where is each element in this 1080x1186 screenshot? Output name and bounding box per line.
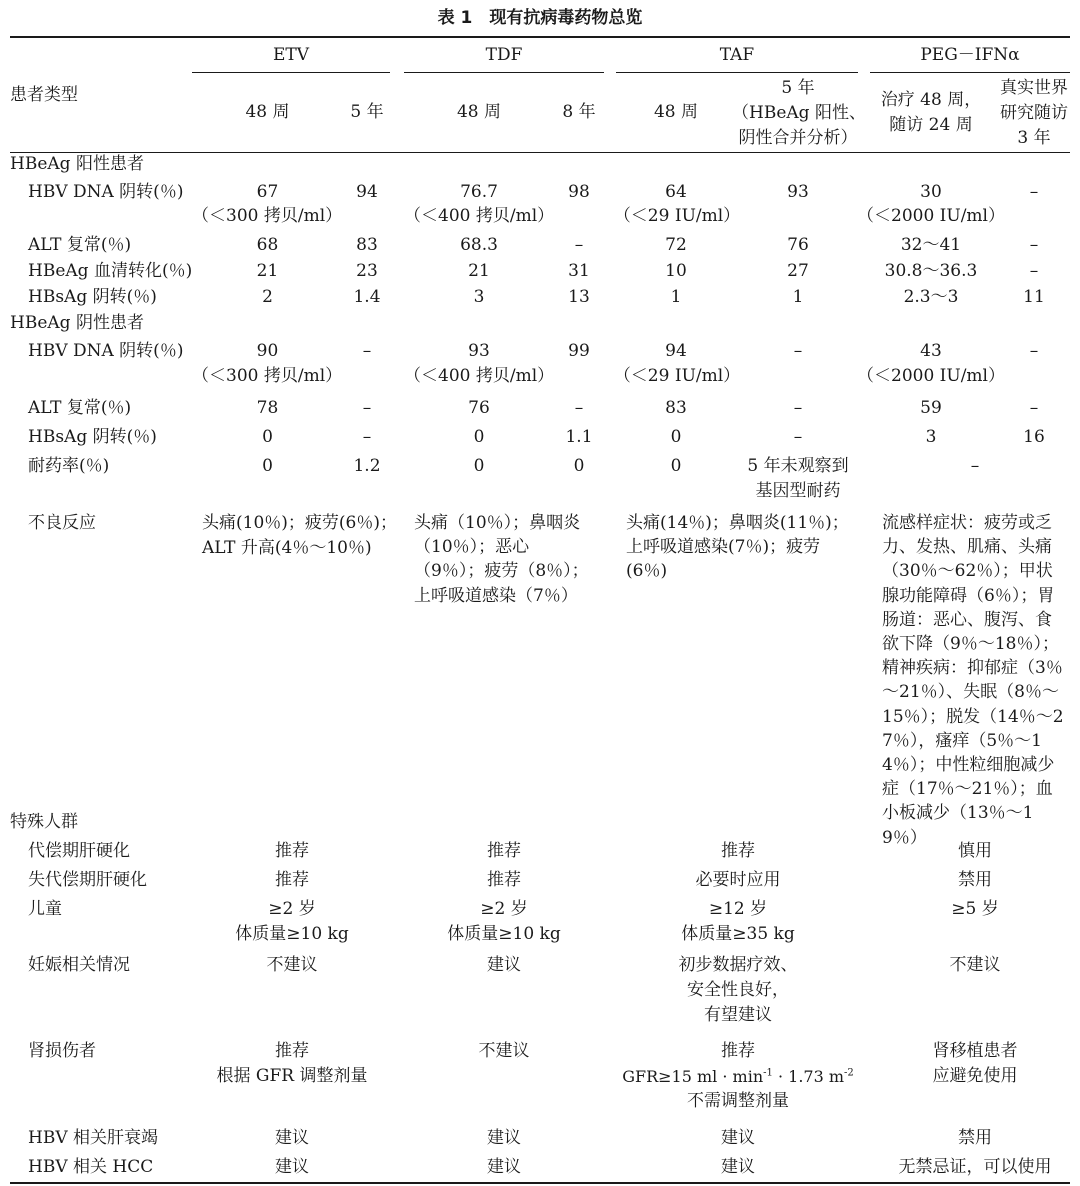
cell: 1.2 [353,456,381,476]
subheader-taf-48w: 48 周 [653,102,699,122]
cell: 68 [256,235,279,255]
cell: – [793,427,803,447]
cell: 76 [468,398,490,418]
row-label: 耐药率(％) [28,456,110,476]
cell: 83 [665,398,687,418]
cell: ≥2 岁 体质量≥10 kg [447,899,561,944]
row-label: HBV DNA 阴转(％) [28,341,184,361]
cell: – [1029,398,1039,418]
row-label: HBV 相关 HCC [28,1157,154,1177]
adverse-peg: 流感样症状：疲劳或乏力、发热、肌痛、头痛（30％～62％）；甲状腺功能障碍（6％）；胃肠道：恶心、腹泻、食欲下降（9％～18％）；精神疾病：抑郁症（3％～21％）、失眠（8％～15％）；脱发（14％～27％），瘙痒（5％～14％）；中性粒细胞减少症（17％～21％）；血小板减少（13％～19％） [882,513,1064,848]
subheader-peg-48w: 治疗 48 周， 随访 24 周 [880,90,982,135]
cell: 68.3 [460,235,498,255]
cell: 98 [568,182,590,202]
section-hbeag-positive: HBeAg 阳性患者 [10,154,144,174]
cell: 0 [670,427,682,447]
subheader-etv-5y: 5 年 [350,102,384,122]
adverse-tdf: 头痛（10％）；鼻咽炎（10％）；恶心（9％）；疲劳（8％）；上呼吸道感染（7％） [414,513,589,606]
cell: 1.4 [353,287,381,307]
row-label: ALT 复常(％) [28,235,132,255]
cell: ≥5 岁 [951,899,999,919]
cell: 93 [787,182,809,202]
cell: 建议 [275,1157,309,1177]
subheader-tdf-48w: 48 周 [456,102,502,122]
cell: – [1029,261,1039,281]
gfr-formula [606,1064,870,1089]
cell: 不建议 [266,955,318,975]
cell: 推荐 [487,841,521,861]
row-label: 儿童 [28,899,62,919]
cell: 59 [920,398,942,418]
cell: 43 [920,341,942,361]
cell-note: （＜400 拷贝/ml） [404,366,555,386]
cell: 21 [256,261,279,281]
cell: – [574,235,584,255]
cell-note: （＜2000 IU/ml） [857,366,1005,386]
subheader-etv-48w: 48 周 [245,102,290,122]
cell: 3 [925,427,937,447]
cell: 31 [568,261,590,281]
cell-note: （＜2000 IU/ml） [857,206,1005,226]
cell: 0 [262,427,273,447]
cell: 无禁忌证，可以使用 [898,1157,1052,1177]
cell: 16 [1023,427,1045,447]
cell: – [574,398,584,418]
gfr-exponent: -2 [844,1067,854,1079]
cell: 93 [468,341,490,361]
section-special-populations: 特殊人群 [10,812,78,832]
row-label: 不良反应 [28,513,96,533]
cell: 90 [256,341,279,361]
adverse-taf: 头痛(14％)；鼻咽炎(11％)；上呼吸道感染(7％)；疲劳(6％) [626,513,849,582]
cell: 2.3～3 [903,287,959,307]
cell: 78 [256,398,279,418]
gfr-text: · 1.73 m [772,1067,845,1086]
cell: 99 [568,341,590,361]
cell: 1 [792,287,804,307]
top-rule [10,36,1070,38]
cell: ≥12 岁 体质量≥35 kg [681,899,795,944]
cell: 肾移植患者 应避免使用 [932,1041,1018,1086]
cell: 建议 [487,1157,521,1177]
cell: 94 [665,341,687,361]
cell: – [362,341,372,361]
cell-note: （＜29 IU/ml） [613,366,741,386]
cell: 10 [665,261,687,281]
tdf-header-rule [404,72,604,73]
adverse-etv: 头痛(10％)；疲劳(6％)； ALT 升高(4％～10％) [202,513,397,558]
drug-header-etv: ETV [272,45,310,65]
row-label: HBeAg 血清转化(％) [28,261,193,281]
cell: 76 [787,235,809,255]
cell: 不建议 [949,955,1001,975]
cell: 禁用 [958,1128,992,1148]
cell: 必要时应用 [695,870,781,890]
etv-header-rule [192,72,390,73]
cell: 13 [568,287,590,307]
row-label: ALT 复常(％) [28,398,132,418]
cell: 3 [473,287,485,307]
gfr-text: GFR≥15 ml · min [622,1067,764,1086]
drug-header-peg-ifn: PEG－IFNα [920,45,1020,65]
row-label: HBsAg 阴转(％) [28,287,157,307]
row-label: 代偿期肝硬化 [28,841,130,861]
cell: 0 [473,427,485,447]
cell-note: （＜300 拷贝/ml） [192,366,343,386]
row-label: 失代偿期肝硬化 [28,870,147,890]
cell: – [793,398,803,418]
cell: 64 [665,182,687,202]
cell: 30.8～36.3 [884,261,978,281]
row-label: HBV 相关肝衰竭 [28,1128,158,1148]
table-title: 表 1 现有抗病毒药物总览 [437,8,643,28]
header-bottom-rule [10,152,1070,153]
cell: 建议 [487,955,521,975]
cell: 67 [256,182,279,202]
cell: ≥2 岁 体质量≥10 kg [235,899,349,944]
section-hbeag-negative: HBeAg 阴性患者 [10,313,144,333]
cell: 83 [356,235,378,255]
row-label: 肾损伤者 [28,1041,96,1061]
cell-note: （＜400 拷贝/ml） [404,206,555,226]
cell: 21 [468,261,490,281]
row-label: HBsAg 阴转(％) [28,427,157,447]
cell: 0 [473,456,485,476]
subheader-tdf-8y: 8 年 [562,102,596,122]
cell: 11 [1023,287,1045,307]
drug-header-taf: TAF [719,45,755,65]
cell: 32～41 [900,235,962,255]
cell: 1 [670,287,682,307]
taf-header-rule [616,72,858,73]
cell: – [793,341,803,361]
peg-header-rule [870,72,1070,73]
cell: 推荐 [487,870,521,890]
cell: – [1029,182,1039,202]
cell: 推荐 根据 GFR 调整剂量 [216,1041,368,1086]
cell: 5 年未观察到 基因型耐药 [747,456,849,501]
cell: 72 [665,235,687,255]
cell: 30 [920,182,942,202]
cell: 27 [787,261,809,281]
cell: – [970,456,980,476]
cell: 94 [356,182,378,202]
cell: 推荐 [721,841,755,861]
cell: 不建议 [478,1041,530,1061]
cell: 76.7 [460,182,498,202]
cell: 建议 [275,1128,309,1148]
bottom-rule [10,1182,1070,1184]
cell: 推荐 [721,1041,755,1061]
cell-note: （＜300 拷贝/ml） [192,206,343,226]
cell: 建议 [487,1128,521,1148]
cell-note: （＜29 IU/ml） [613,206,741,226]
row-label: 妊娠相关情况 [28,955,130,975]
cell: 推荐 [275,870,309,890]
cell: 禁用 [958,870,992,890]
cell: – [1029,341,1039,361]
patient-type-header: 患者类型 [10,85,78,105]
subheader-peg-realworld: 真实世界 研究随访 3 年 [1000,78,1068,148]
cell: 建议 [721,1157,755,1177]
cell: – [1029,235,1039,255]
cell-note: 不需调整剂量 [687,1091,789,1111]
cell: 建议 [721,1128,755,1148]
cell: – [362,398,372,418]
cell: 0 [573,456,585,476]
cell: 初步数据疗效、 安全性良好， 有望建议 [678,955,798,1025]
cell: 2 [262,287,273,307]
row-label: HBV DNA 阴转(％) [28,182,184,202]
cell: 23 [356,261,378,281]
drug-header-tdf: TDF [485,45,523,65]
cell: – [362,427,372,447]
cell: 慎用 [958,841,992,861]
cell: 0 [262,456,273,476]
gfr-exponent: -1 [763,1067,773,1079]
cell: 推荐 [275,841,309,861]
cell: 0 [670,456,682,476]
subheader-taf-5y: 5 年 （HBeAg 阳性、 阴性合并分析） [732,78,866,148]
cell: 1.1 [565,427,593,447]
